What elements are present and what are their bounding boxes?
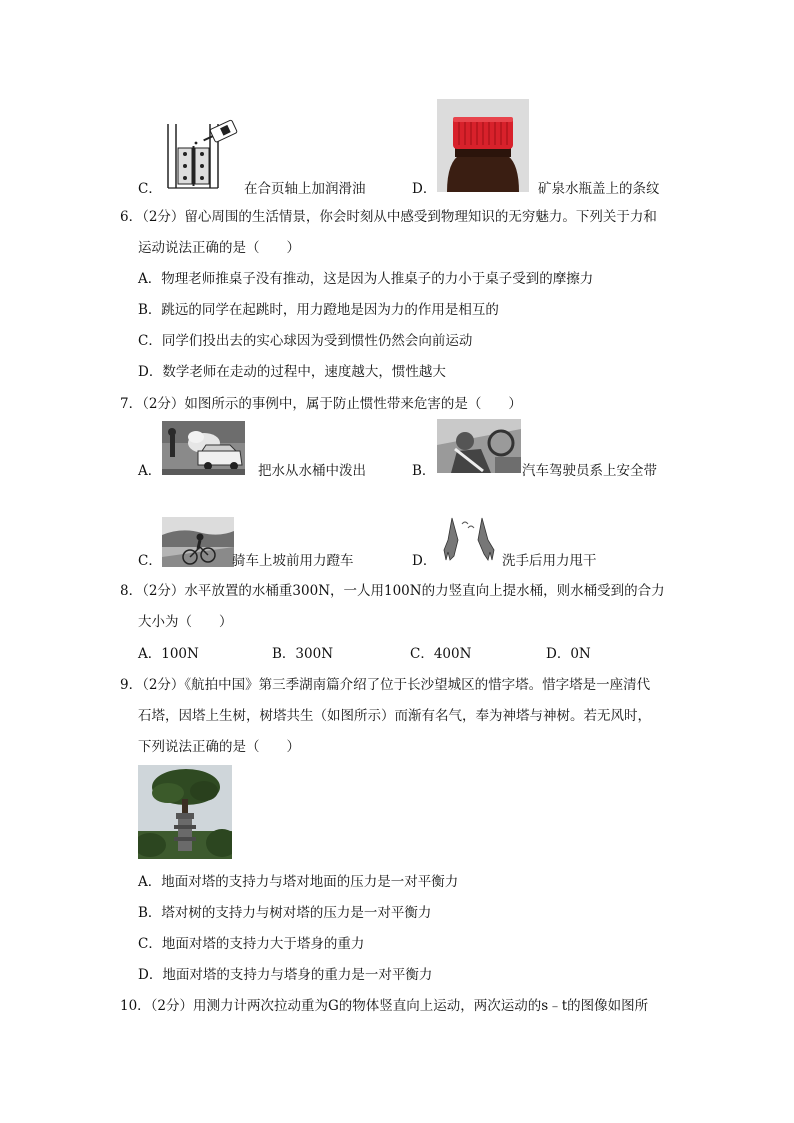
q5-option-d-text: 矿泉水瓶盖上的条纹 xyxy=(538,181,660,197)
q6-option-b: B．跳远的同学在起跳时，用力蹬地是因为力的作用是相互的 xyxy=(138,302,499,318)
q9-option-a: A．地面对塔的支持力与塔对地面的压力是一对平衡力 xyxy=(138,874,459,890)
q7-option-b-text: 汽车驾驶员系上安全带 xyxy=(522,463,657,479)
q9-option-c: C．地面对塔的支持力大于塔身的重力 xyxy=(138,936,365,952)
q6-option-d: D．数学老师在走动的过程中，速度越大，惯性越大 xyxy=(138,364,446,380)
q8-option-c: C．400N xyxy=(410,646,472,662)
q9-stem-line2: 石塔，因塔上生树，树塔共生（如图所示）而渐有名气，奉为神塔与神树。若无风时， xyxy=(138,708,651,724)
cycling-uphill-photo xyxy=(162,517,234,567)
seatbelt-driver-photo xyxy=(437,419,521,473)
q8-stem-line1: 8．（2分）水平放置的水桶重300N，一人用100N的力竖直向上提水桶，则水桶受到的合力 xyxy=(120,583,665,599)
hinge-lubrication-figure xyxy=(162,118,242,190)
q7-option-a-text: 把水从水桶中泼出 xyxy=(258,463,366,479)
q5-option-d-letter: D． xyxy=(412,181,437,197)
tree-pagoda-photo xyxy=(138,765,232,859)
q7-option-c-text: 骑车上坡前用力蹬车 xyxy=(232,553,354,569)
q6-stem-line1: 6．（2分）留心周围的生活情景，你会时刻从中感受到物理知识的无穷魅力。下列关于力和 xyxy=(120,209,657,225)
q8-option-a: A．100N xyxy=(138,646,199,662)
q6-option-c: C．同学们投出去的实心球因为受到惯性仍然会向前运动 xyxy=(138,333,473,349)
q7-option-a-letter: A． xyxy=(138,463,162,479)
q9-stem-line3: 下列说法正确的是（ ） xyxy=(138,739,300,755)
q7-option-d-text: 洗手后用力甩干 xyxy=(502,553,597,569)
q5-option-c-letter: C． xyxy=(138,181,162,197)
q9-option-b: B．塔对树的支持力与树对塔的压力是一对平衡力 xyxy=(138,905,432,921)
q7-option-c-letter: C． xyxy=(138,553,162,569)
q5-option-c-text: 在合页轴上加润滑油 xyxy=(244,181,366,197)
shake-hands-figure xyxy=(438,516,498,568)
q8-option-b: B．300N xyxy=(272,646,334,662)
q7-option-b-letter: B． xyxy=(412,463,436,479)
q7-option-d-letter: D． xyxy=(412,553,437,569)
splash-water-photo xyxy=(162,421,245,475)
q9-stem-line1: 9．（2分）《航拍中国》第三季湖南篇介绍了位于长沙望城区的惜字塔。惜字塔是一座清代 xyxy=(120,677,651,693)
q8-option-d: D．0N xyxy=(546,646,591,662)
q6-option-a: A．物理老师推桌子没有推动，这是因为人推桌子的力小于桌子受到的摩擦力 xyxy=(138,271,594,287)
q10-stem-line1: 10．（2分）用测力计两次拉动重为G的物体竖直向上运动，两次运动的s﹣t的图像如图所 xyxy=(120,998,649,1014)
q9-option-d: D．地面对塔的支持力与塔身的重力是一对平衡力 xyxy=(138,967,433,983)
bottle-cap-photo xyxy=(437,99,529,192)
q8-stem-line2: 大小为（ ） xyxy=(138,614,233,630)
q7-stem: 7．（2分）如图所示的事例中，属于防止惯性带来危害的是（ ） xyxy=(120,396,522,412)
q6-stem-line2: 运动说法正确的是（ ） xyxy=(138,240,300,256)
